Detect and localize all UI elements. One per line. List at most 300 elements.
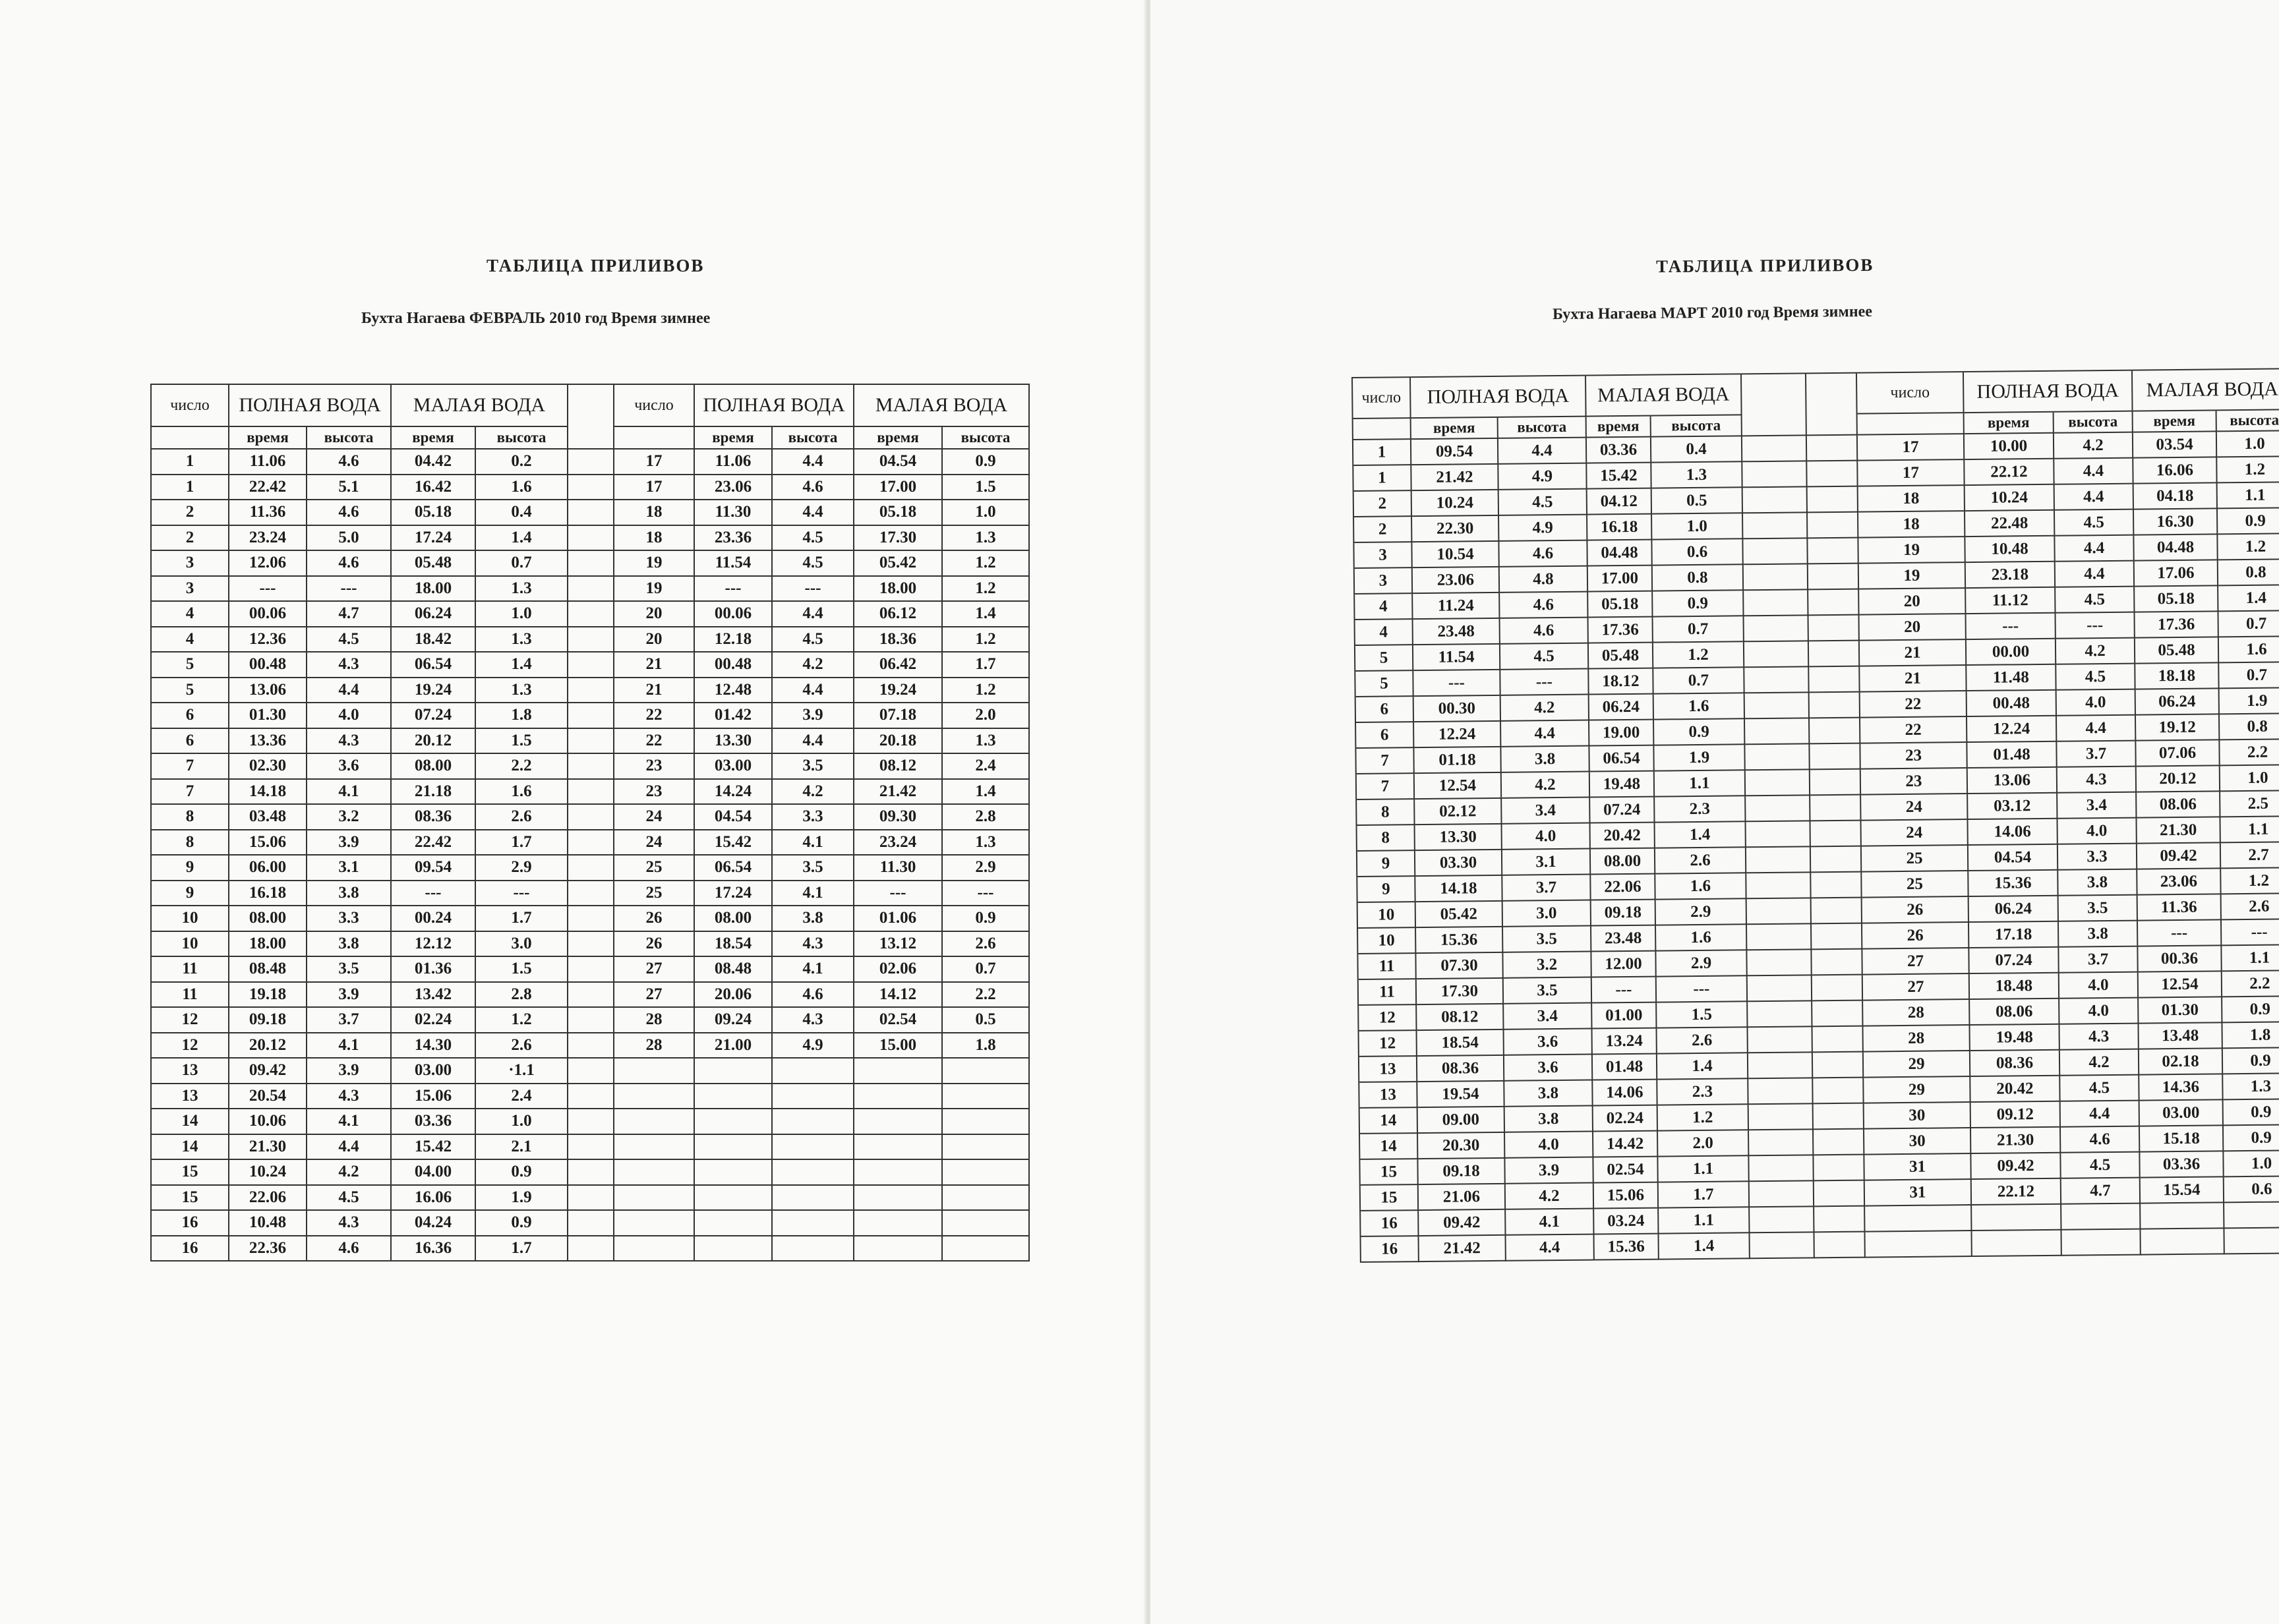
day-cell: 6 [152, 703, 229, 729]
day-cell: 28 [614, 1033, 695, 1059]
spacer-cell [1812, 898, 1862, 925]
spacer-cell [1809, 667, 1860, 693]
spacer-cell [1810, 693, 1860, 719]
low-time-cell: 16.18 [1587, 515, 1652, 541]
high-height-cell: 4.5 [307, 627, 392, 653]
spacer-cell [1750, 1181, 1814, 1207]
height-subheader: высота [1651, 415, 1742, 437]
spacer-cell [568, 1160, 614, 1186]
low-height-cell: 1.7 [1659, 1182, 1750, 1208]
low-water-header: МАЛАЯ ВОДА [1586, 374, 1742, 417]
day-cell: 10 [1358, 902, 1416, 929]
high-height-cell: 4.2 [1506, 1184, 1594, 1210]
spacer-cell [1746, 847, 1811, 873]
day-cell: 11 [1358, 954, 1416, 980]
day-cell: 9 [152, 881, 229, 907]
day-cell: 25 [1862, 871, 1968, 898]
day-cell: 9 [1357, 877, 1415, 903]
high-height-cell: 3.9 [307, 1058, 392, 1084]
low-time-cell: 02.24 [1593, 1106, 1658, 1132]
high-height-cell: 4.2 [1501, 695, 1589, 722]
day-cell: 14 [1360, 1108, 1418, 1134]
day-cell: 20 [1859, 589, 1966, 616]
high-height-cell: 4.1 [1506, 1209, 1594, 1236]
spacer-cell [1807, 436, 1858, 462]
day-cell: 16 [152, 1211, 229, 1236]
low-time-cell: 19.12 [2136, 714, 2220, 741]
spacer-cell [1746, 770, 1810, 796]
spacer-cell [1748, 1053, 1813, 1079]
low-time-cell: 15.42 [392, 1135, 476, 1161]
high-time-cell: 13.36 [229, 729, 307, 755]
low-time-cell [2141, 1203, 2224, 1229]
low-height-cell: 1.1 [1655, 770, 1746, 797]
high-time-cell: 01.18 [1414, 747, 1501, 774]
day-cell: 1 [1353, 465, 1411, 492]
spacer-cell [1808, 487, 1858, 513]
high-time-cell: 01.30 [229, 703, 307, 729]
spacer-cell [568, 475, 614, 501]
high-height-cell: 3.7 [307, 1008, 392, 1033]
high-time-cell: 15.06 [229, 830, 307, 856]
low-time-cell: 04.18 [2134, 483, 2218, 509]
high-height-cell: 3.6 [307, 754, 392, 780]
spacer-cell [568, 1058, 614, 1084]
day-cell: 7 [152, 754, 229, 780]
day-cell: 7 [152, 780, 229, 805]
high-time-cell [695, 1109, 773, 1135]
high-height-cell: 4.5 [2061, 1153, 2140, 1179]
high-time-cell: 13.30 [695, 729, 773, 755]
high-height-cell: 4.5 [773, 551, 854, 577]
high-height-cell: 4.2 [773, 780, 854, 805]
low-height-cell: 0.9 [1654, 719, 1745, 745]
high-height-cell: 4.6 [1500, 618, 1589, 645]
high-time-cell: 08.48 [695, 957, 773, 983]
spacer-cell [1814, 1155, 1864, 1182]
low-height-cell: 1.9 [476, 1186, 568, 1211]
day-cell: 21 [614, 652, 695, 678]
low-height-cell: 2.7 [2221, 842, 2279, 869]
high-time-cell: 12.36 [229, 627, 307, 653]
high-height-cell: 4.1 [773, 830, 854, 856]
high-time-cell: 09.00 [1418, 1107, 1505, 1134]
spacer-cell [1747, 924, 1812, 950]
low-height-cell: 0.9 [2222, 997, 2279, 1023]
time-subheader: время [1411, 418, 1498, 440]
high-height-cell: 4.0 [2057, 690, 2136, 716]
low-time-cell: 22.06 [1591, 875, 1655, 901]
day-cell: 15 [1360, 1159, 1418, 1186]
low-height-cell: 1.2 [476, 1008, 568, 1033]
high-time-cell: 18.00 [229, 932, 307, 958]
high-time-cell: 16.18 [229, 881, 307, 907]
spacer-cell [1746, 796, 1810, 822]
high-time-cell: 08.00 [229, 906, 307, 932]
day-cell: 18 [614, 500, 695, 526]
high-height-cell: 4.6 [773, 475, 854, 501]
high-time-cell: 01.42 [695, 703, 773, 729]
low-time-cell: 04.24 [392, 1211, 476, 1236]
low-height-cell: 2.2 [2222, 971, 2279, 997]
low-time-cell: 11.36 [2138, 894, 2222, 921]
low-height-cell: 1.7 [943, 652, 1030, 678]
high-time-cell: 18.48 [1970, 973, 2059, 1000]
high-time-cell: 11.24 [1413, 593, 1500, 620]
low-time-cell: 15.00 [854, 1033, 943, 1059]
low-time-cell: 05.48 [392, 551, 476, 577]
high-time-cell: --- [695, 577, 773, 602]
low-time-cell: 05.48 [1589, 643, 1653, 670]
day-cell: 5 [1355, 671, 1413, 697]
low-water-header: МАЛАЯ ВОДА [2133, 369, 2279, 411]
high-time-cell: 09.18 [1418, 1159, 1505, 1185]
day-cell [614, 1109, 695, 1135]
low-height-cell: 1.2 [943, 678, 1030, 704]
day-cell: 16 [1361, 1236, 1419, 1263]
day-cell: 13 [152, 1058, 229, 1084]
spacer-cell [1813, 1027, 1864, 1053]
low-height-cell: 1.2 [2218, 534, 2279, 560]
high-water-header: ПОЛНАЯ ВОДА [1411, 376, 1587, 419]
day-cell: 2 [152, 526, 229, 552]
spacer-cell [1813, 1053, 1864, 1079]
low-height-cell: 1.0 [1652, 513, 1743, 540]
high-height-cell: 4.1 [307, 1033, 392, 1059]
low-height-cell: 1.3 [476, 577, 568, 602]
high-time-cell: 22.12 [1972, 1179, 2061, 1205]
day-cell: 4 [152, 602, 229, 627]
high-height-cell: 4.0 [1502, 824, 1591, 850]
spacer-cell [568, 1236, 614, 1262]
high-time-cell: 08.00 [695, 906, 773, 932]
high-time-cell: 09.18 [229, 1008, 307, 1033]
high-height-cell: 4.0 [2059, 973, 2139, 999]
low-time-cell: 03.24 [1594, 1209, 1659, 1235]
low-height-cell: 2.6 [2222, 894, 2279, 920]
high-water-header: ПОЛНАЯ ВОДА [695, 385, 854, 427]
high-height-cell: --- [307, 577, 392, 602]
high-time-cell: 12.24 [1414, 722, 1501, 748]
spacer-cell [1743, 513, 1808, 539]
low-height-cell: 1.3 [943, 830, 1030, 856]
high-time-cell: 23.36 [695, 526, 773, 552]
high-time-cell: 09.42 [1971, 1153, 2061, 1180]
high-time-cell: 07.30 [1416, 953, 1503, 979]
spacer-cell [1744, 616, 1809, 642]
high-time-cell: 02.12 [1415, 799, 1502, 825]
day-cell: 8 [152, 830, 229, 856]
low-height-cell: 2.9 [476, 856, 568, 881]
high-time-cell: 11.06 [695, 450, 773, 475]
high-height-cell: 4.2 [2060, 1050, 2139, 1076]
day-header: число [614, 385, 695, 427]
high-time-cell: 11.54 [695, 551, 773, 577]
high-time-cell: 12.06 [229, 551, 307, 577]
high-height-cell: 3.2 [1503, 952, 1591, 979]
day-cell: 30 [1864, 1103, 1971, 1130]
low-height-cell: 1.2 [1653, 642, 1744, 668]
low-height-cell: 2.8 [943, 805, 1030, 830]
low-time-cell: 21.30 [2137, 817, 2220, 844]
low-height-cell: 2.5 [2220, 791, 2279, 817]
spacer-cell [1745, 693, 1810, 719]
low-height-cell: 2.6 [1657, 1028, 1748, 1054]
spacer-cell [1812, 924, 1862, 950]
high-height-cell: 3.9 [1505, 1158, 1593, 1184]
high-time-cell [695, 1211, 773, 1236]
high-height-cell: 4.5 [1499, 490, 1587, 516]
day-cell: 13 [152, 1084, 229, 1110]
day-subheader [1858, 413, 1965, 436]
day-cell: 18 [614, 526, 695, 552]
low-height-cell: 1.3 [476, 678, 568, 704]
low-time-cell: 05.42 [854, 551, 943, 577]
low-height-cell: 0.5 [943, 1008, 1030, 1033]
high-height-cell: 3.4 [2057, 793, 2137, 819]
high-time-cell: 10.00 [1965, 434, 2054, 460]
high-time-cell: 09.24 [695, 1008, 773, 1033]
low-height-cell: 1.8 [476, 703, 568, 729]
day-cell: 14 [1360, 1134, 1418, 1160]
low-height-cell [943, 1211, 1030, 1236]
low-height-cell [2224, 1202, 2279, 1229]
day-cell [614, 1236, 695, 1262]
low-height-cell: 1.0 [2224, 1151, 2279, 1177]
low-time-cell: 12.00 [1591, 952, 1656, 978]
low-time-cell: 13.12 [854, 932, 943, 958]
low-time-cell: 18.36 [854, 627, 943, 653]
high-time-cell: 07.24 [1969, 948, 2059, 974]
high-time-cell: 04.54 [695, 805, 773, 830]
day-cell [614, 1211, 695, 1236]
high-time-cell: 19.18 [229, 983, 307, 1008]
high-time-cell: 11.36 [229, 500, 307, 526]
low-time-cell: 09.30 [854, 805, 943, 830]
high-time-cell: 10.54 [1412, 542, 1499, 568]
spacer-cell [568, 1186, 614, 1211]
spacer-cell [1811, 873, 1862, 899]
low-height-cell: 1.6 [476, 475, 568, 501]
low-height-cell: 2.4 [476, 1084, 568, 1110]
low-height-cell: 0.9 [2224, 1099, 2279, 1126]
high-time-cell: 21.00 [695, 1033, 773, 1059]
spacer-cell [568, 1033, 614, 1059]
low-height-cell: 2.9 [1656, 950, 1747, 977]
spacer-cell [1809, 616, 1860, 642]
low-height-cell: 1.4 [476, 526, 568, 552]
high-height-cell: 3.1 [307, 856, 392, 881]
high-height-cell: 4.4 [1498, 438, 1587, 465]
high-time-cell: 03.12 [1968, 794, 2057, 820]
day-cell: 7 [1356, 748, 1414, 774]
day-cell: 19 [1858, 537, 1965, 564]
day-cell [614, 1186, 695, 1211]
spacer-header [1742, 374, 1807, 436]
spacer-cell [568, 627, 614, 653]
time-subheader: время [229, 427, 307, 450]
low-time-cell: 03.36 [392, 1109, 476, 1135]
day-cell [614, 1084, 695, 1110]
low-height-cell [943, 1186, 1030, 1211]
low-time-cell: 05.18 [2135, 586, 2218, 612]
low-time-cell: 01.30 [2139, 997, 2222, 1024]
high-height-cell [773, 1058, 854, 1084]
spacer-cell [568, 1109, 614, 1135]
day-cell: 5 [152, 678, 229, 704]
high-time-cell: 23.18 [1966, 562, 2056, 589]
low-time-cell: 02.18 [2139, 1049, 2223, 1075]
high-height-cell: 3.4 [1504, 1004, 1592, 1030]
day-cell: 27 [614, 957, 695, 983]
low-water-header: МАЛАЯ ВОДА [392, 385, 568, 427]
low-height-cell: 0.2 [476, 450, 568, 475]
low-time-cell: 02.54 [854, 1008, 943, 1033]
low-time-cell: 01.36 [392, 957, 476, 983]
high-time-cell: 20.30 [1418, 1133, 1505, 1159]
low-height-cell: 1.4 [1659, 1233, 1750, 1260]
day-cell: 21 [1860, 666, 1967, 693]
low-height-cell: 2.0 [943, 703, 1030, 729]
low-height-cell: 0.9 [2224, 1125, 2279, 1151]
low-time-cell [854, 1084, 943, 1110]
high-height-cell: 3.7 [1502, 875, 1591, 902]
low-time-cell: 00.24 [392, 906, 476, 932]
day-cell: 5 [1355, 645, 1413, 672]
day-cell: 26 [614, 932, 695, 958]
high-height-cell: 4.4 [773, 500, 854, 526]
high-height-cell: 4.4 [1501, 721, 1589, 747]
high-height-cell: 4.5 [2056, 587, 2135, 614]
low-time-cell: 17.36 [2135, 612, 2218, 638]
high-height-cell: 4.5 [2055, 510, 2134, 536]
high-height-cell: 3.6 [1504, 1055, 1593, 1082]
high-time-cell: 08.36 [1970, 1051, 2060, 1077]
low-time-cell: 15.54 [2141, 1177, 2224, 1204]
high-time-cell: 06.24 [1969, 896, 2059, 923]
low-height-cell: 1.8 [2222, 1022, 2279, 1049]
day-cell: 19 [1859, 563, 1966, 590]
time-subheader: время [854, 427, 943, 450]
low-time-cell: 15.42 [1587, 463, 1651, 490]
low-height-cell: 1.6 [1656, 925, 1747, 951]
spacer-cell [1744, 641, 1809, 668]
low-height-cell: 1.2 [943, 627, 1030, 653]
day-cell: 21 [614, 678, 695, 704]
day-cell: 15 [1361, 1185, 1419, 1211]
low-height-cell: 1.0 [943, 500, 1030, 526]
high-time-cell: 06.00 [229, 856, 307, 881]
day-cell: 20 [614, 602, 695, 627]
high-time-cell [1972, 1205, 2061, 1231]
day-cell: 17 [1858, 460, 1965, 487]
high-time-cell: --- [1966, 614, 2056, 640]
low-time-cell: 23.48 [1591, 926, 1656, 952]
high-height-cell: 4.2 [307, 1160, 392, 1186]
spacer-cell [1809, 641, 1860, 668]
high-time-cell: 05.42 [1416, 902, 1503, 928]
high-height-cell: 3.8 [1505, 1107, 1593, 1133]
high-height-cell: 4.6 [1499, 541, 1587, 567]
low-time-cell: 15.06 [1594, 1183, 1659, 1209]
low-height-cell: ·1.1 [476, 1058, 568, 1084]
spacer-header [1806, 374, 1858, 436]
day-subheader [152, 427, 229, 450]
spacer-cell [568, 602, 614, 627]
low-time-cell: 17.30 [854, 526, 943, 552]
low-time-cell: 02.06 [854, 957, 943, 983]
day-cell: 3 [152, 577, 229, 602]
low-height-cell: 0.9 [1653, 591, 1744, 617]
high-height-cell: 4.3 [773, 932, 854, 958]
day-cell: 16 [152, 1236, 229, 1262]
day-cell: 10 [1358, 928, 1416, 954]
day-cell: 19 [614, 577, 695, 602]
high-time-cell [695, 1160, 773, 1186]
spacer-cell [1742, 461, 1807, 488]
february-subtitle: Бухта Нагаева ФЕВРАЛЬ 2010 год Время зимнее [361, 310, 711, 327]
day-cell: 26 [1862, 897, 1969, 924]
high-time-cell: 14.06 [1968, 819, 2057, 846]
low-time-cell [854, 1109, 943, 1135]
low-time-cell: 16.30 [2134, 509, 2218, 535]
low-time-cell: 17.24 [392, 526, 476, 552]
low-time-cell: 16.36 [392, 1236, 476, 1262]
day-cell: 2 [1354, 517, 1412, 543]
high-time-cell: 20.54 [229, 1084, 307, 1110]
low-height-cell: 0.6 [2224, 1176, 2279, 1203]
day-cell: 11 [1359, 979, 1417, 1006]
low-time-cell: 04.54 [854, 450, 943, 475]
day-cell: 9 [1357, 851, 1415, 877]
high-height-cell: 4.4 [307, 1135, 392, 1161]
spacer-cell [568, 805, 614, 830]
high-height-cell: 3.7 [2059, 947, 2138, 973]
high-height-cell: 4.0 [2059, 999, 2139, 1025]
spacer-cell [568, 754, 614, 780]
high-time-cell: 15.36 [1416, 927, 1503, 954]
high-time-cell: 00.00 [1967, 639, 2056, 666]
spacer-cell [1748, 1001, 1812, 1028]
high-time-cell: 17.24 [695, 881, 773, 907]
day-cell: 6 [152, 729, 229, 755]
low-height-cell: 2.8 [476, 983, 568, 1008]
high-time-cell: 02.30 [229, 754, 307, 780]
march-subtitle: Бухта Нагаева МАРТ 2010 год Время зимнее [1552, 303, 1873, 324]
high-time-cell: 08.48 [229, 957, 307, 983]
day-cell: 29 [1864, 1077, 1970, 1104]
low-height-cell: 1.3 [2223, 1074, 2279, 1100]
high-height-cell: 5.0 [307, 526, 392, 552]
low-time-cell: 17.00 [1588, 566, 1653, 593]
day-header: число [1857, 372, 1965, 415]
low-height-cell [2224, 1228, 2279, 1254]
low-time-cell: 11.30 [854, 856, 943, 881]
low-height-cell: 1.0 [476, 602, 568, 627]
low-height-cell: 1.1 [1658, 1156, 1749, 1182]
high-height-cell: 3.3 [773, 805, 854, 830]
low-height-cell: 1.7 [476, 830, 568, 856]
low-time-cell: 05.18 [1588, 592, 1653, 618]
low-time-cell: 03.00 [2140, 1100, 2224, 1126]
low-height-cell: 1.9 [2220, 688, 2279, 714]
day-cell: 13 [1359, 1057, 1417, 1083]
low-time-cell: 21.42 [854, 780, 943, 805]
low-height-cell: 1.0 [476, 1109, 568, 1135]
low-height-cell: 2.2 [476, 754, 568, 780]
spacer-cell [1814, 1232, 1865, 1259]
low-time-cell: 14.12 [854, 983, 943, 1008]
